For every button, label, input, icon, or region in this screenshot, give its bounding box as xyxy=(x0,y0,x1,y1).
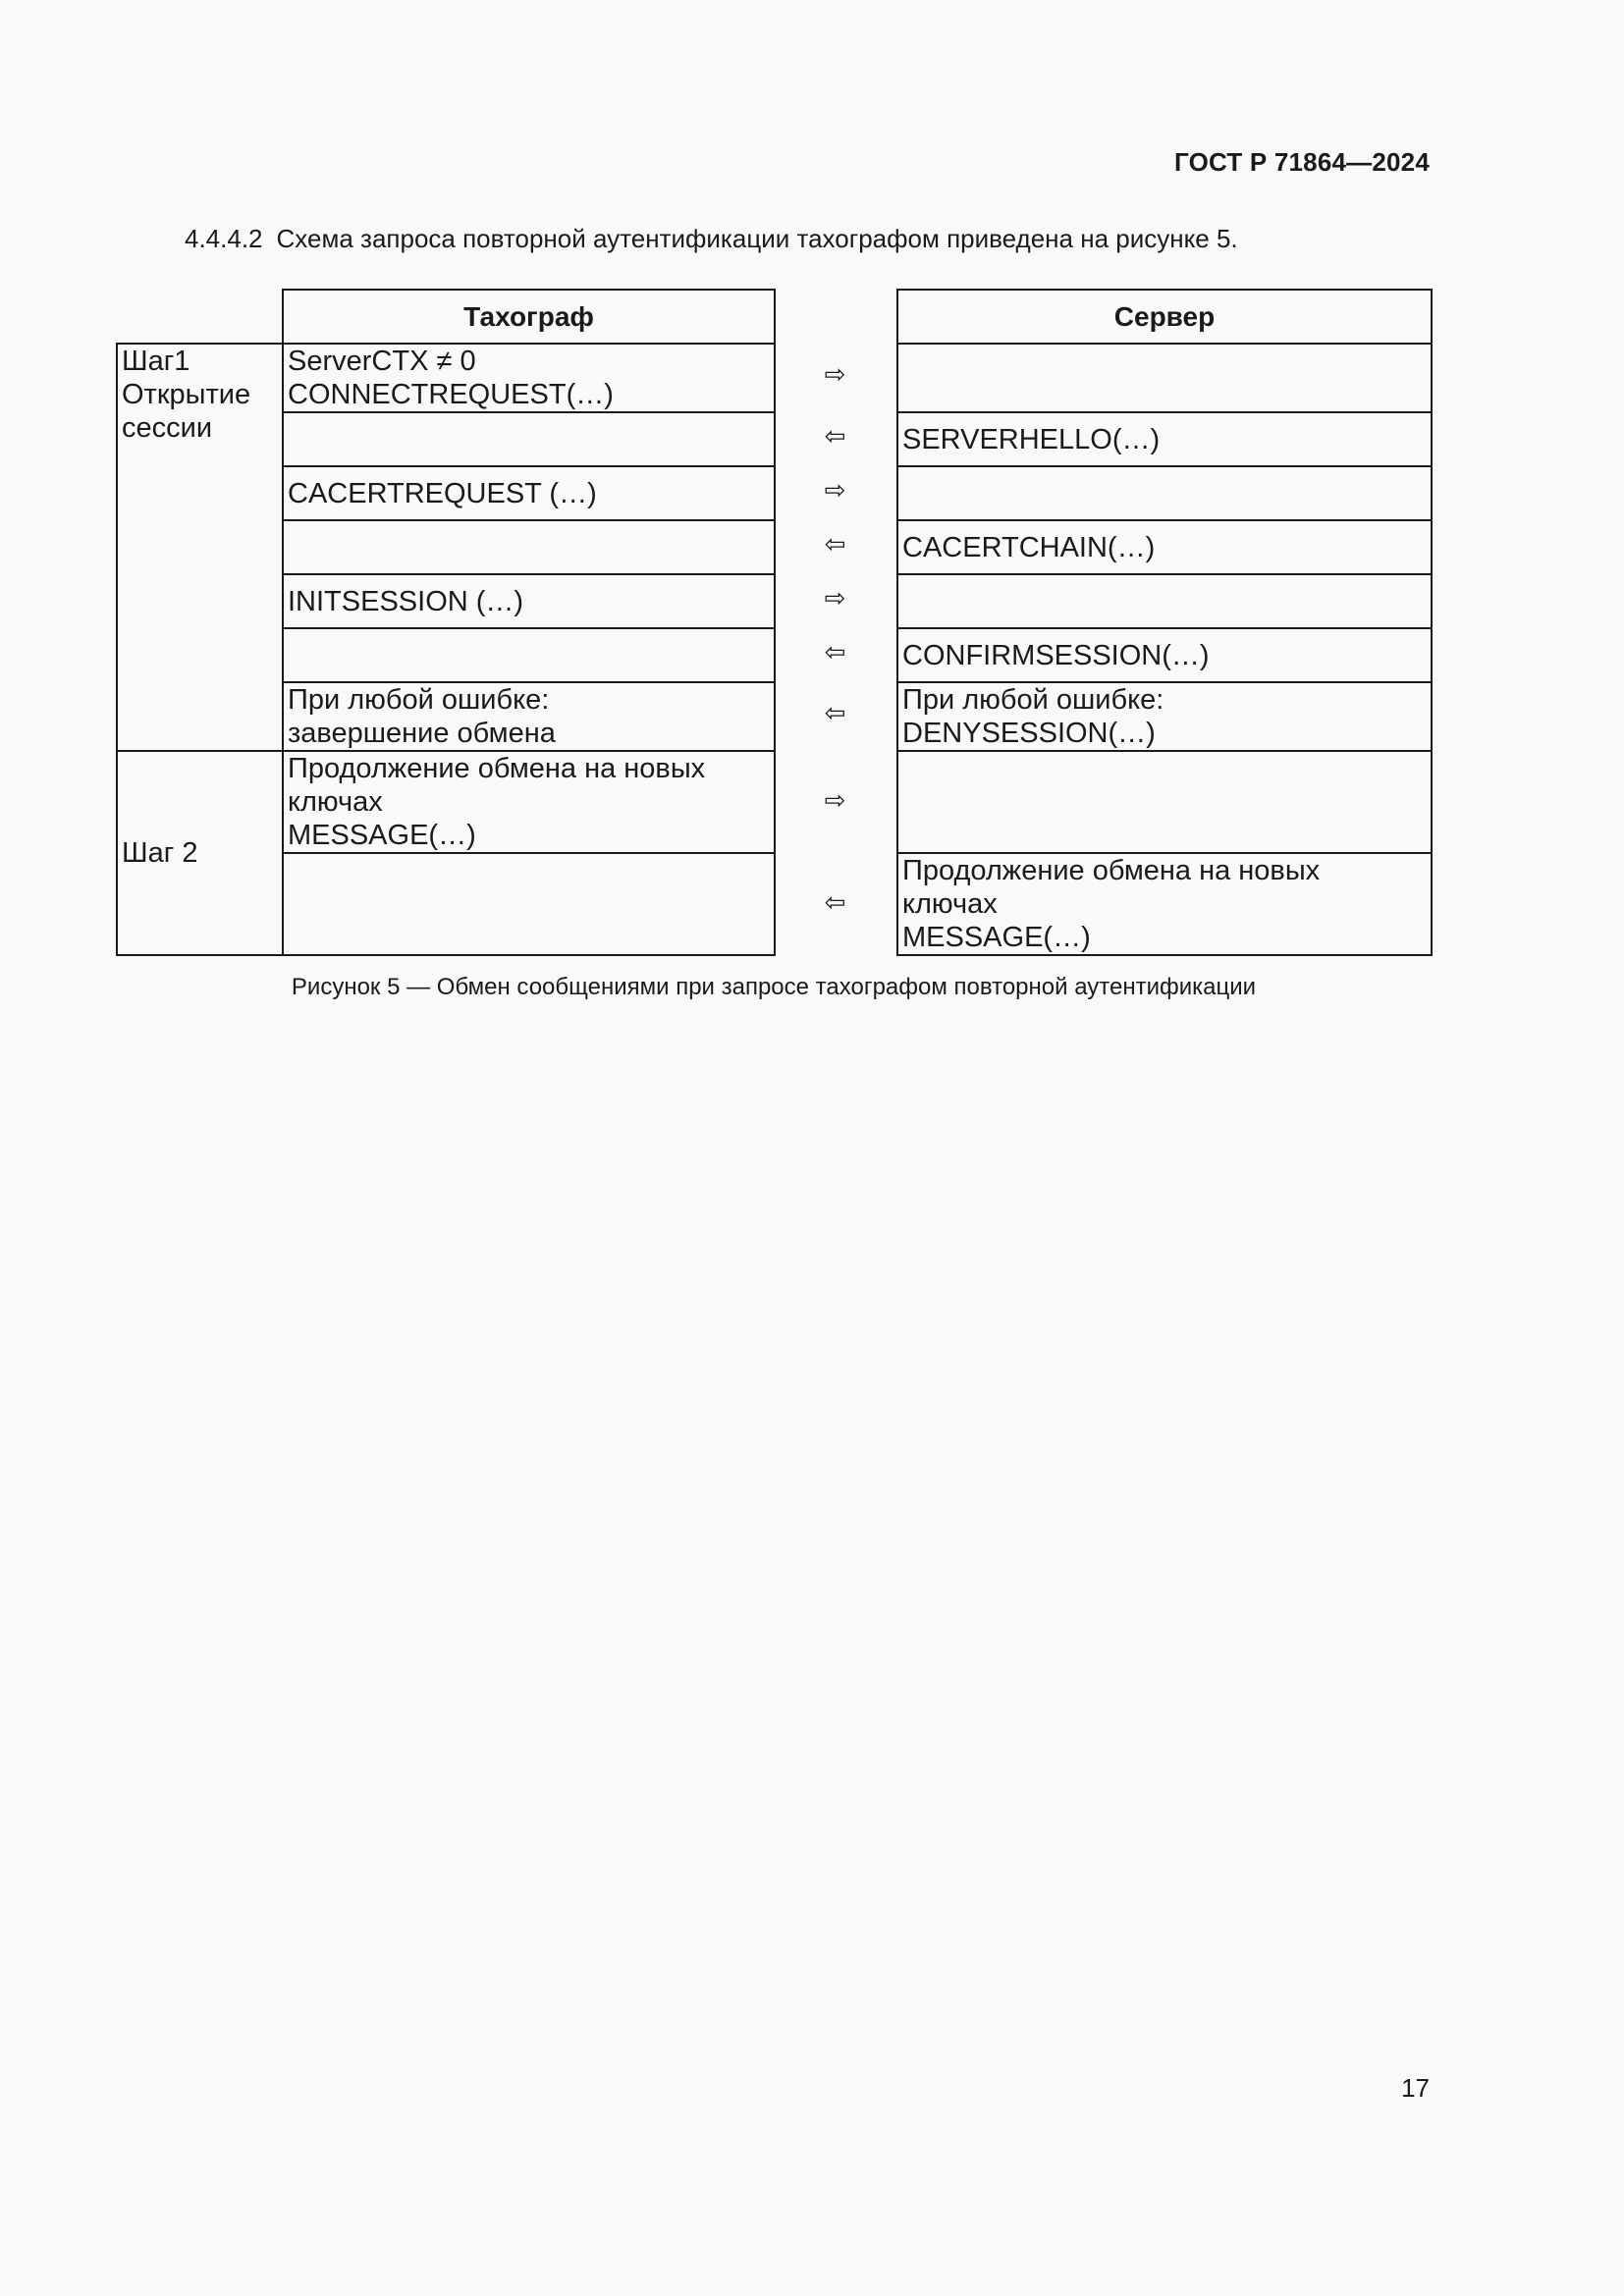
server-table xyxy=(896,289,1433,956)
tachograph-cell xyxy=(283,574,775,628)
arrow-right-icon: ⇨ xyxy=(824,359,846,389)
server-cell xyxy=(897,466,1432,520)
cell-line: CONFIRMSESSION(…) xyxy=(902,639,1210,671)
figure-caption xyxy=(0,974,1624,1001)
cell-line: CACERTCHAIN(…) xyxy=(902,531,1156,563)
cell-line: INITSESSION (…) xyxy=(288,585,524,617)
server-cell xyxy=(897,853,1432,955)
step1-line: Шаг1 xyxy=(122,346,190,377)
server-cell xyxy=(897,412,1432,466)
server-cell xyxy=(897,751,1432,853)
cell-line: CONNECTREQUEST(…) xyxy=(288,379,614,410)
cell-line: MESSAGE(…) xyxy=(288,820,476,851)
cell-line: ключах xyxy=(902,888,998,920)
arrow-left-icon: ⇦ xyxy=(824,887,846,917)
cell-line: SERVERHELLO(…) xyxy=(902,423,1161,455)
cell-line: MESSAGE(…) xyxy=(902,922,1091,953)
cell-line: ServerCTX ≠ 0 xyxy=(288,346,476,377)
arrow-right-icon: ⇨ xyxy=(824,475,846,505)
arrow-right-icon: ⇨ xyxy=(824,785,846,815)
step1-line: сессии xyxy=(122,412,213,444)
cell-line: CACERTREQUEST (…) xyxy=(288,477,597,509)
cell-line: Продолжение обмена на новых xyxy=(902,855,1321,886)
server-cell xyxy=(897,628,1432,682)
tachograph-cell xyxy=(283,344,775,412)
server-column-header: Сервер xyxy=(897,290,1432,344)
cell-line: DENYSESSION(…) xyxy=(902,718,1156,749)
tachograph-cell xyxy=(283,412,775,466)
clause-number: 4.4.4.2 xyxy=(185,224,263,253)
tachograph-cell xyxy=(283,853,775,955)
cell-line: Продолжение обмена на новых xyxy=(288,753,706,784)
intro-paragraph xyxy=(185,224,1238,254)
step1-label xyxy=(117,344,283,751)
arrow-right-icon: ⇨ xyxy=(824,583,846,613)
cell-line: завершение обмена xyxy=(288,718,556,749)
server-cell xyxy=(897,574,1432,628)
tachograph-table xyxy=(116,289,776,956)
arrow-left-icon: ⇦ xyxy=(824,529,846,559)
figure-caption-text: Рисунок 5 — Обмен сообщениями при запросе тахографом повторной аутентификации xyxy=(291,974,1257,1000)
tachograph-cell xyxy=(283,751,775,853)
tachograph-cell xyxy=(283,682,775,751)
page-number: 17 xyxy=(1401,2073,1430,2103)
server-cell xyxy=(897,344,1432,412)
arrow-left-icon: ⇦ xyxy=(824,637,846,667)
step2-label: Шаг 2 xyxy=(117,751,283,955)
arrow-left-icon: ⇦ xyxy=(824,421,846,451)
tachograph-cell xyxy=(283,520,775,574)
document-id-header: ГОСТ Р 71864—2024 xyxy=(1174,147,1430,177)
corner-blank xyxy=(117,290,283,344)
step1-line: Открытие xyxy=(122,379,251,410)
cell-line: При любой ошибке: xyxy=(288,684,550,716)
cell-line: При любой ошибке: xyxy=(902,684,1164,716)
tachograph-cell xyxy=(283,466,775,520)
server-cell xyxy=(897,682,1432,751)
tachograph-cell xyxy=(283,628,775,682)
server-cell xyxy=(897,520,1432,574)
intro-text: Схема запроса повторной аутентификации тахографом приведена на рисунке 5. xyxy=(276,224,1238,253)
tachograph-column-header: Тахограф xyxy=(283,290,775,344)
cell-line: ключах xyxy=(288,786,383,818)
arrow-left-icon: ⇦ xyxy=(824,698,846,727)
